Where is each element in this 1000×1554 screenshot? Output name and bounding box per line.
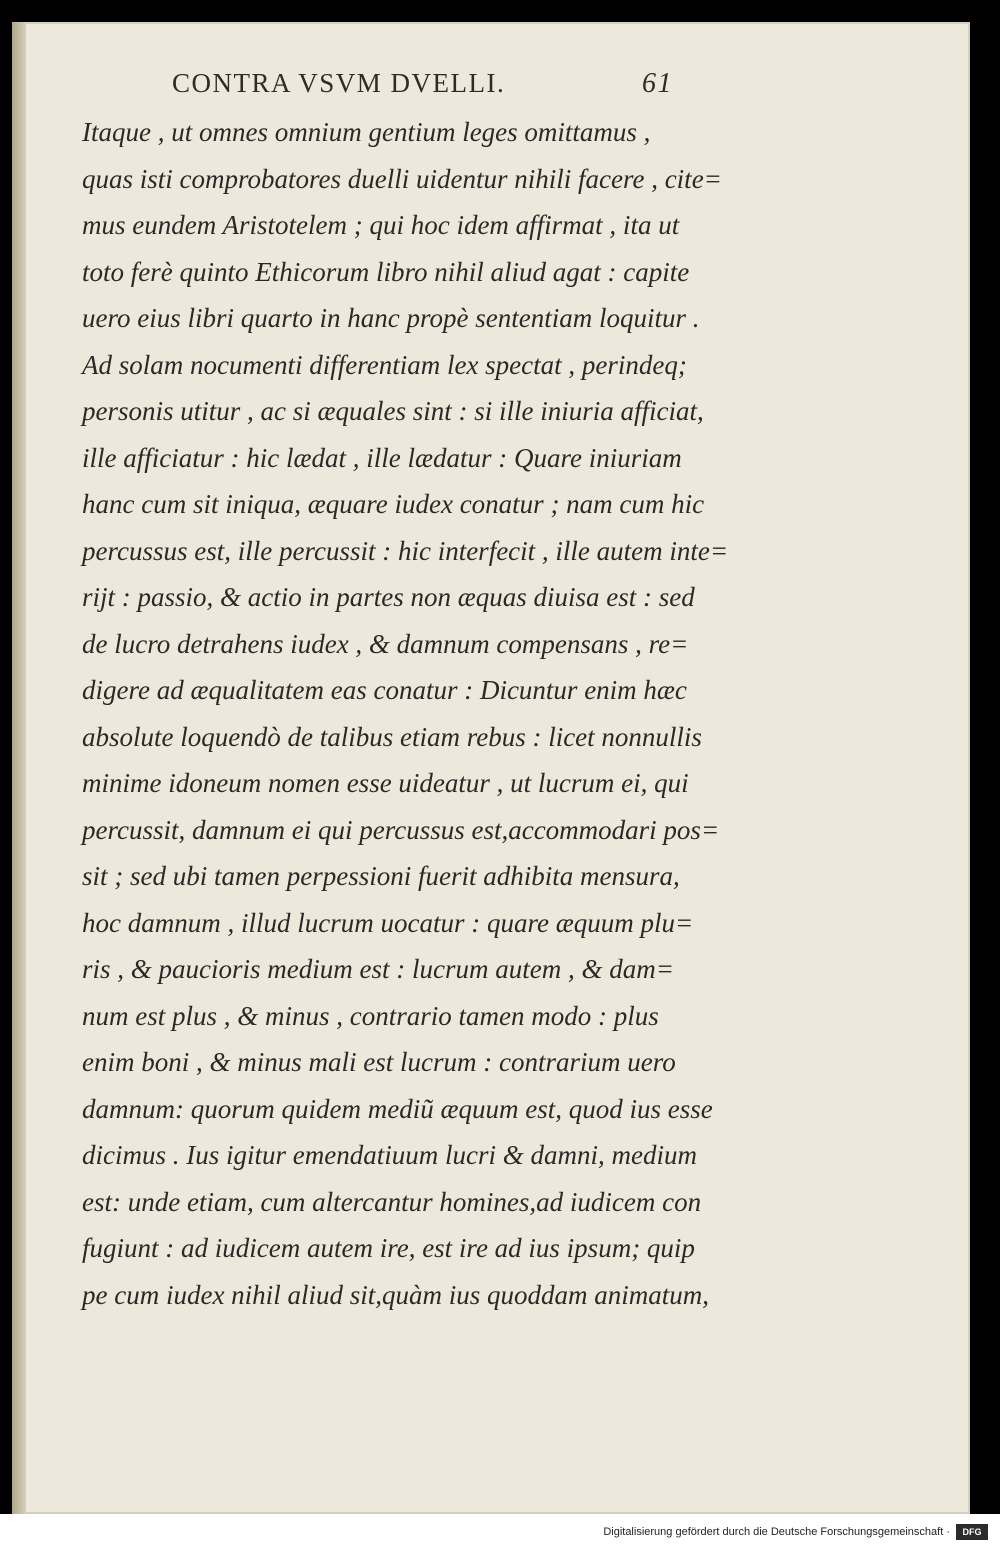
text-line: est: unde etiam, cum altercantur homines,ad iudicem con: [82, 1186, 702, 1217]
dfg-logo-icon: DFG: [956, 1524, 988, 1540]
funding-credit: Digitalisierung gefördert durch die Deutsche Forschungsgemeinschaft ·: [603, 1526, 950, 1538]
digitization-footer: [0, 1514, 1000, 1554]
page-gutter: [12, 22, 26, 1514]
text-line: enim boni , & minus mali est lucrum : contrarium uero: [82, 1047, 676, 1077]
text-line: dicimus . Ius igitur emendatiuum lucri & damni, medium: [82, 1140, 697, 1170]
text-line: absolute loquendò de talibus etiam rebus : licet nonnullis: [82, 721, 702, 752]
text-line: ille afficiatur : hic lædat , ille lædatur : Quare iniuriam: [82, 442, 682, 473]
text-line: fugiunt : ad iudicem autem ire, est ire ad ius ipsum; quip: [82, 1233, 695, 1263]
text-line: hanc cum sit iniqua, æquare iudex conatur ; nam cum hic: [82, 489, 705, 519]
text-line: damnum: quorum quidem mediũ æquum est, quod ius esse: [82, 1093, 713, 1124]
text-line: ris , & paucioris medium est : lucrum autem , & dam=: [82, 954, 674, 984]
text-line: digere ad æqualitatem eas conatur : Dicuntur enim hæc: [82, 675, 687, 705]
text-line: uero eius libri quarto in hanc propè sententiam loquitur .: [82, 303, 700, 333]
running-header: [172, 66, 692, 106]
text-line: percussus est, ille percussit : hic interfecit , ille autem inte=: [82, 535, 729, 566]
text-line: de lucro detrahens iudex , & damnum compensans , re=: [82, 628, 689, 659]
text-line: sit ; sed ubi tamen perpessioni fuerit adhibita mensura,: [82, 861, 680, 891]
text-line: quas isti comprobatores duelli uidentur nihili facere , cite=: [82, 163, 722, 194]
text-line: Ad solam nocumenti differentiam lex spectat , perindeq;: [82, 349, 687, 380]
text-line: num est plus , & minus , contrario tamen modo : plus: [82, 1000, 659, 1031]
body-text: [82, 109, 782, 1318]
text-line: rijt : passio, & actio in partes non æquas diuisa est : sed: [82, 582, 695, 612]
text-line: toto ferè quinto Ethicorum libro nihil aliud agat : capite: [82, 256, 690, 287]
text-line: pe cum iudex nihil aliud sit,quàm ius quoddam animatum,: [82, 1279, 709, 1310]
text-line: percussit, damnum ei qui percussus est,accommodari pos=: [82, 814, 720, 845]
text-line: hoc damnum , illud lucrum uocatur : quare æquum plu=: [82, 907, 694, 938]
page-number: 61: [642, 68, 673, 99]
text-line: Itaque , ut omnes omnium gentium leges omittamus ,: [82, 117, 651, 147]
text-line: mus eundem Aristotelem ; qui hoc idem affirmat , ita ut: [82, 210, 680, 240]
running-title: CONTRA VSVM DVELLI.: [172, 68, 506, 98]
text-line: minime idoneum nomen esse uideatur , ut lucrum ei, qui: [82, 768, 689, 798]
text-line: personis utitur , ac si æquales sint : si ille iniuria afficiat,: [82, 396, 704, 426]
